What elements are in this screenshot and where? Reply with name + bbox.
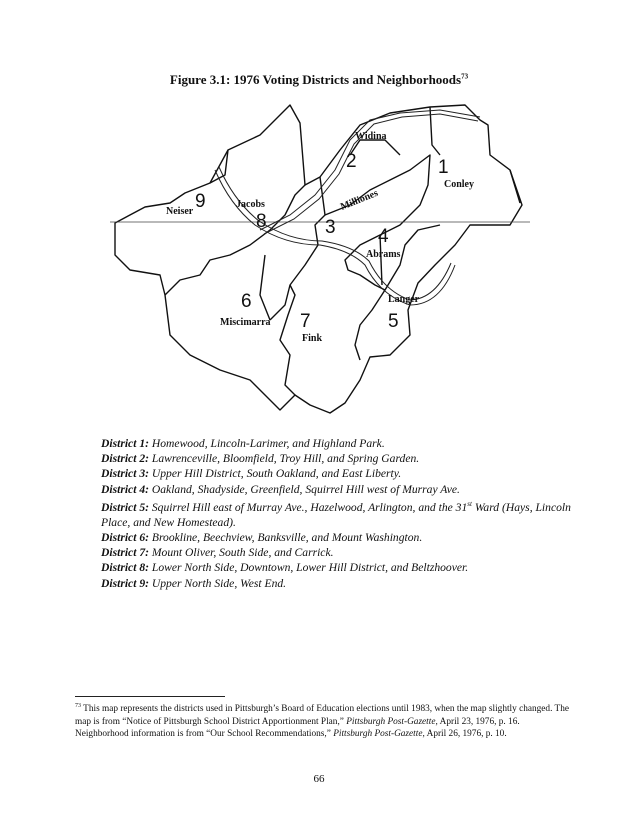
- district-7-name: Fink: [302, 333, 323, 344]
- district-9-number: 9: [195, 191, 206, 212]
- district-list-item: [101, 576, 581, 591]
- district-label: District 7:: [101, 546, 149, 560]
- district-label: District 8:: [101, 561, 149, 575]
- district-description: Homewood, Lincoln-Larimer, and Highland Park.: [148, 437, 385, 450]
- footnote-text: This map represents the districts used in Pittsburgh’s Board of Education elections until 1983, when the map slightly changed. The map is from “Notice of Pittsburgh School District Apportionment Plan,”: [75, 704, 570, 727]
- footnote-reference: 73: [461, 72, 469, 81]
- district-map-graphic: [110, 95, 530, 420]
- district-list-item: [101, 482, 581, 497]
- district-9-name: Neiser: [166, 206, 194, 217]
- ordinal-suffix: st: [467, 499, 472, 508]
- district-1-number: 1: [438, 157, 449, 178]
- district-label: District 1:: [101, 437, 149, 450]
- district-description: Lower North Side, Downtown, Lower Hill District, and Beltzhoover.: [148, 561, 469, 575]
- footnote: [75, 700, 570, 741]
- footnote-source: Pittsburgh Post-Gazette: [346, 716, 436, 727]
- district-description: Oakland, Shadyside, Greenfield, Squirrel Hill west of Murray Ave.: [148, 482, 460, 496]
- figure-title: [0, 72, 638, 88]
- district-label: District 9:: [101, 576, 149, 590]
- district-5-number: 5: [388, 311, 399, 332]
- district-2-name: Widina: [355, 131, 387, 142]
- district-list: [101, 436, 581, 591]
- district-description: Brookline, Beechview, Banksville, and Mount Washington.: [148, 531, 423, 545]
- district-list-item: [101, 497, 581, 530]
- district-8-name: Jacobs: [236, 199, 265, 210]
- district-4-name: Abrams: [366, 249, 401, 260]
- footnote-divider: [75, 696, 225, 697]
- page-number: 66: [313, 773, 325, 785]
- footnote-number: 73: [75, 703, 81, 709]
- district-4-number: 4: [378, 226, 389, 247]
- footnote-text: , April 26, 1976, p. 10.: [422, 729, 507, 740]
- district-3-name: Milliones: [339, 187, 380, 213]
- district-description-cont: Ward (Hays, Lincoln Place, and New Homestead).: [101, 500, 571, 529]
- district-2-number: 2: [346, 151, 357, 172]
- district-label: District 3:: [101, 467, 149, 481]
- district-1-name: Conley: [444, 179, 474, 190]
- district-label: District 5:: [101, 500, 149, 514]
- district-label: District 2:: [101, 452, 149, 466]
- district-7-number: 7: [300, 311, 311, 332]
- footnote-text: , April 23, 1976, p. 16. Neighborhood information is from “Our School Recommendations,”: [75, 716, 520, 740]
- footnote-source: Pittsburgh Post-Gazette: [333, 729, 423, 740]
- district-list-item: [101, 560, 581, 575]
- district-description: Upper Hill District, South Oakland, and East Liberty.: [148, 467, 402, 481]
- district-list-item: [101, 451, 581, 466]
- district-description: Mount Oliver, South Side, and Carrick.: [148, 546, 334, 560]
- district-list-item: [101, 436, 581, 451]
- district-6-name: Miscimarra: [220, 317, 271, 328]
- district-list-item: [101, 545, 581, 560]
- district-8-number: 8: [256, 211, 267, 232]
- district-label: District 4:: [101, 482, 149, 496]
- district-map: [110, 95, 530, 420]
- district-list-item: [101, 530, 581, 545]
- district-6-number: 6: [241, 291, 252, 312]
- district-list-item: [101, 466, 581, 481]
- district-label: District 6:: [101, 531, 149, 545]
- district-5-name: Langer: [388, 294, 420, 305]
- district-description: Upper North Side, West End.: [148, 576, 287, 590]
- figure-title-text: Figure 3.1: 1976 Voting Districts and Neighborhoods: [169, 72, 462, 87]
- district-description: Squirrel Hill east of Murray Ave., Hazelwood, Arlington, and the 31: [148, 500, 468, 514]
- district-3-number: 3: [325, 217, 336, 238]
- district-description: Lawrenceville, Bloomfield, Troy Hill, and Spring Garden.: [148, 452, 420, 466]
